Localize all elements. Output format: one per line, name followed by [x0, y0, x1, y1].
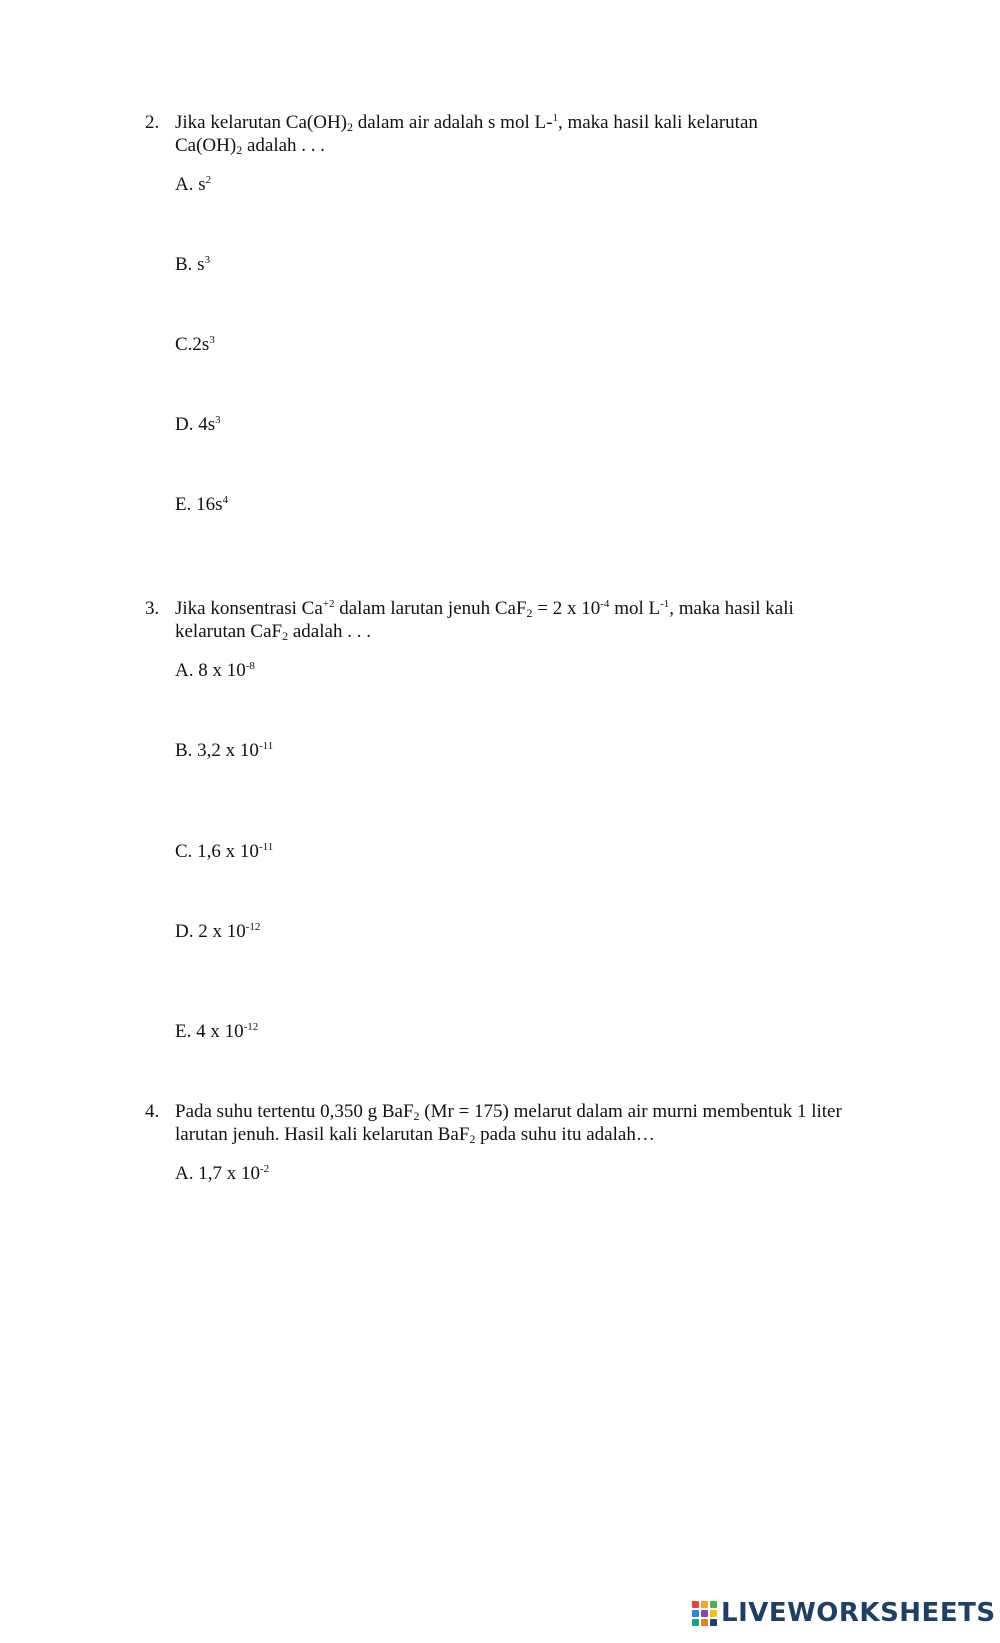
- option-text: C. 1,6 x 10: [175, 841, 259, 862]
- text-segment: , maka hasil kali kelarutan: [557, 112, 758, 133]
- text-segment: adalah . . .: [288, 621, 371, 642]
- option-text: B. 3,2 x 10: [175, 740, 259, 761]
- logo-cell: [710, 1601, 717, 1608]
- option-text: E. 4 x 10: [175, 1021, 244, 1042]
- logo-cell: [701, 1619, 708, 1626]
- text-segment: larutan jenuh. Hasil kali kelarutan BaF: [175, 1124, 470, 1145]
- superscript: +2: [322, 598, 335, 610]
- superscript: -12: [243, 1021, 259, 1033]
- question-text: [175, 1100, 865, 1146]
- superscript: -1: [660, 598, 670, 610]
- option-text: A. 1,7 x 10: [175, 1163, 260, 1184]
- superscript: -12: [245, 921, 261, 933]
- question-line-1: [175, 1100, 865, 1123]
- question-line-1: [175, 111, 865, 134]
- option-text: C.2s: [175, 334, 210, 355]
- option-text: A. 8 x 10: [175, 660, 246, 681]
- superscript: -11: [258, 740, 274, 752]
- option-text: B. s: [175, 254, 205, 275]
- subscript: 2: [236, 143, 243, 157]
- option-a[interactable]: [175, 1162, 269, 1185]
- text-segment: adalah . . .: [242, 135, 326, 156]
- logo-cell: [692, 1601, 699, 1608]
- superscript: -4: [600, 598, 610, 610]
- text-segment: , maka hasil kali: [669, 598, 794, 619]
- superscript: 1: [552, 112, 558, 124]
- text-segment: Ca(OH): [175, 135, 237, 156]
- subscript: 2: [469, 1132, 476, 1146]
- subscript: 2: [347, 120, 353, 134]
- liveworksheets-logo: [692, 1596, 996, 1630]
- option-a[interactable]: [175, 173, 211, 196]
- option-c[interactable]: [175, 333, 215, 356]
- text-segment: dalam larutan jenuh CaF: [334, 598, 527, 619]
- option-d[interactable]: [175, 413, 221, 436]
- option-text: A. s: [175, 174, 206, 195]
- superscript: 3: [204, 254, 211, 266]
- text-segment: dalam air adalah s mol L-: [353, 112, 553, 133]
- subscript: 2: [282, 629, 289, 643]
- text-segment: kelarutan CaF: [175, 621, 283, 642]
- superscript: 3: [209, 334, 215, 346]
- option-a[interactable]: [175, 659, 255, 682]
- question-line-2: [175, 1123, 865, 1146]
- option-d[interactable]: [175, 920, 260, 943]
- text-segment: Jika konsentrasi Ca: [175, 598, 323, 619]
- logo-grid-icon: [692, 1601, 717, 1626]
- option-text: D. 2 x 10: [175, 921, 246, 942]
- text-segment: (Mr = 175) melarut dalam air murni membentuk 1 liter: [419, 1101, 842, 1122]
- question-number: 2.: [145, 112, 160, 133]
- superscript: 4: [222, 494, 228, 506]
- question-text: [175, 111, 865, 157]
- logo-cell: [692, 1610, 699, 1617]
- option-e[interactable]: [175, 1020, 258, 1043]
- text-segment: Pada suhu tertentu 0,350 g BaF: [175, 1101, 414, 1122]
- text-segment: mol L: [609, 598, 661, 619]
- superscript: -8: [245, 660, 255, 672]
- question-line-1: [175, 597, 865, 620]
- text-segment: pada suhu itu adalah…: [475, 1124, 655, 1145]
- question-number: 4.: [145, 1101, 160, 1122]
- subscript: 2: [413, 1109, 420, 1123]
- question-text: [175, 597, 865, 643]
- logo-cell: [701, 1610, 708, 1617]
- question-line-2: [175, 134, 865, 157]
- question-number: 3.: [145, 598, 160, 619]
- superscript: -11: [258, 841, 274, 853]
- option-text: E. 16s: [175, 494, 223, 515]
- option-text: D. 4s: [175, 414, 216, 435]
- text-segment: Jika kelarutan Ca(OH): [175, 112, 347, 133]
- option-e[interactable]: [175, 493, 228, 516]
- question-line-2: [175, 620, 865, 643]
- logo-text: LIVEWORKSHEETS: [721, 1597, 996, 1628]
- logo-cell: [701, 1601, 708, 1608]
- superscript: 3: [215, 414, 221, 426]
- option-c[interactable]: [175, 840, 273, 863]
- subscript: 2: [526, 606, 533, 620]
- option-b[interactable]: [175, 253, 210, 276]
- logo-cell: [692, 1619, 699, 1626]
- text-segment: = 2 x 10: [532, 598, 601, 619]
- logo-cell: [710, 1610, 717, 1617]
- superscript: -2: [259, 1163, 270, 1175]
- superscript: 2: [205, 174, 212, 186]
- logo-cell: [710, 1619, 717, 1626]
- option-b[interactable]: [175, 739, 273, 762]
